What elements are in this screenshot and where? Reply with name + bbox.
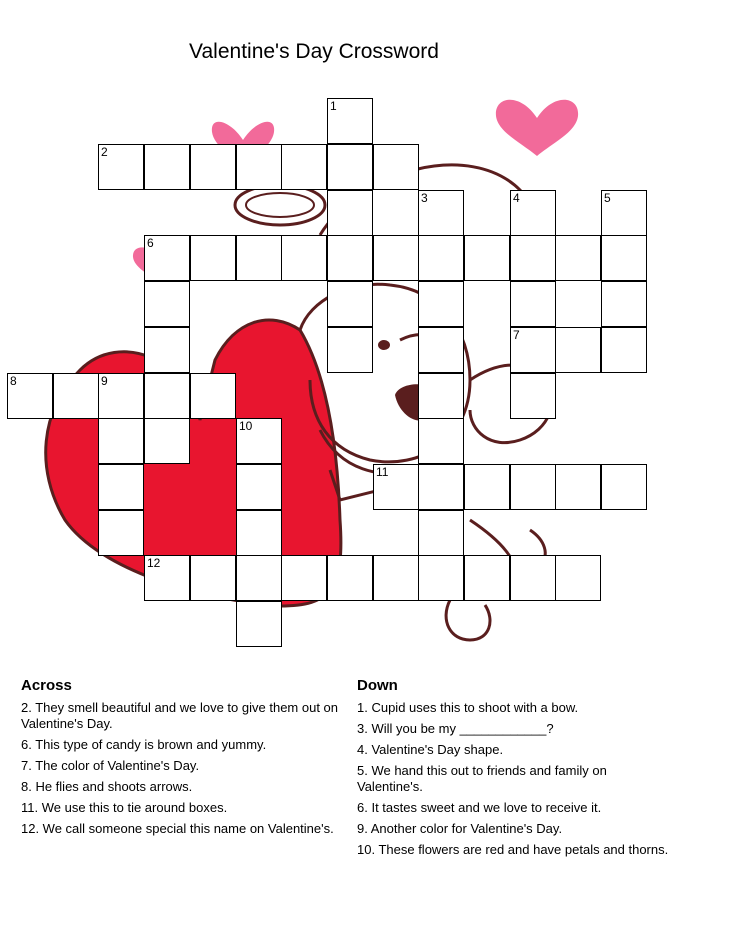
- crossword-cell[interactable]: [601, 464, 647, 510]
- crossword-cell[interactable]: [373, 144, 419, 190]
- crossword-cell[interactable]: [464, 464, 510, 510]
- down-heading: Down: [357, 677, 398, 694]
- clue-number: 1: [330, 99, 337, 113]
- crossword-cell[interactable]: [190, 144, 236, 190]
- crossword-cell[interactable]: [144, 144, 190, 190]
- across-clue: 8. He flies and shoots arrows.: [21, 779, 193, 794]
- clue-number: 5: [604, 191, 611, 205]
- down-clue: 6. It tastes sweet and we love to receive it.: [357, 800, 602, 815]
- crossword-cell[interactable]: [418, 281, 464, 327]
- crossword-cell[interactable]: [510, 555, 556, 601]
- crossword-cell[interactable]: [144, 235, 190, 281]
- clue-number: 6: [147, 236, 154, 250]
- crossword-cell[interactable]: [236, 464, 282, 510]
- crossword-cell[interactable]: [236, 510, 282, 556]
- crossword-cell[interactable]: [555, 235, 601, 281]
- crossword-cell[interactable]: [327, 235, 373, 281]
- crossword-cell[interactable]: [281, 555, 327, 601]
- clue-number: 4: [513, 191, 520, 205]
- crossword-cell[interactable]: [98, 144, 144, 190]
- crossword-cell[interactable]: [53, 373, 99, 419]
- across-clue: 12. We call someone special this name on Valentine's.: [21, 821, 334, 836]
- crossword-cell[interactable]: [418, 555, 464, 601]
- clue-number: 9: [101, 374, 108, 388]
- page-title: Valentine's Day Crossword: [189, 40, 439, 63]
- crossword-cell[interactable]: [327, 281, 373, 327]
- crossword-cell[interactable]: [236, 235, 282, 281]
- crossword-cell[interactable]: [281, 235, 327, 281]
- across-clue: 11. We use this to tie around boxes.: [21, 800, 228, 815]
- down-clue: 5. We hand this out to friends and family on Valentine's.: [357, 763, 607, 794]
- crossword-cell[interactable]: [190, 373, 236, 419]
- crossword-cell[interactable]: [98, 464, 144, 510]
- down-clue: 4. Valentine's Day shape.: [357, 742, 504, 757]
- crossword-cell[interactable]: [510, 373, 556, 419]
- down-clue: 9. Another color for Valentine's Day.: [357, 821, 563, 836]
- crossword-cell[interactable]: [327, 190, 373, 236]
- crossword-cell[interactable]: [236, 601, 282, 647]
- crossword-cell[interactable]: [418, 373, 464, 419]
- crossword-cell[interactable]: [418, 418, 464, 464]
- crossword-cell[interactable]: [510, 281, 556, 327]
- crossword-cell[interactable]: [555, 555, 601, 601]
- crossword-cell[interactable]: [601, 190, 647, 236]
- crossword-cell[interactable]: [190, 235, 236, 281]
- crossword-cell[interactable]: [418, 327, 464, 373]
- clue-number: 7: [513, 328, 520, 342]
- crossword-cell[interactable]: [144, 281, 190, 327]
- crossword-cell[interactable]: [555, 327, 601, 373]
- crossword-cell[interactable]: [281, 144, 327, 190]
- crossword-cell[interactable]: [144, 373, 190, 419]
- crossword-cell[interactable]: [373, 235, 419, 281]
- heart-icon: [496, 100, 578, 156]
- down-clue: 10. These flowers are red and have petals and thorns.: [357, 842, 669, 857]
- crossword-cell[interactable]: [373, 555, 419, 601]
- crossword-cell[interactable]: [98, 418, 144, 464]
- crossword-cell[interactable]: [601, 327, 647, 373]
- crossword-cell[interactable]: [510, 190, 556, 236]
- crossword-cell[interactable]: [236, 418, 282, 464]
- crossword-cell[interactable]: [418, 464, 464, 510]
- crossword-cell[interactable]: [464, 235, 510, 281]
- crossword-cell[interactable]: [373, 464, 419, 510]
- crossword-cell[interactable]: [144, 418, 190, 464]
- across-clue: 7. The color of Valentine's Day.: [21, 758, 200, 773]
- down-clue: 1. Cupid uses this to shoot with a bow.: [357, 700, 579, 715]
- across-clues: [21, 678, 339, 842]
- crossword-cell[interactable]: [510, 327, 556, 373]
- crossword-cell[interactable]: [327, 98, 373, 144]
- crossword-cell[interactable]: [510, 464, 556, 510]
- crossword-cell[interactable]: [418, 510, 464, 556]
- crossword-cell[interactable]: [7, 373, 53, 419]
- down-clue: 3. Will you be my ____________?: [357, 721, 554, 736]
- clue-number: 12: [147, 556, 161, 570]
- crossword-cell[interactable]: [464, 555, 510, 601]
- crossword-cell[interactable]: [98, 373, 144, 419]
- across-clue: 2. They smell beautiful and we love to give them out on Valentine's Day.: [21, 700, 339, 731]
- crossword-cell[interactable]: [601, 281, 647, 327]
- crossword-cell[interactable]: [510, 235, 556, 281]
- crossword-cell[interactable]: [144, 327, 190, 373]
- crossword-cell[interactable]: [418, 190, 464, 236]
- crossword-cell[interactable]: [601, 235, 647, 281]
- crossword-cell[interactable]: [98, 510, 144, 556]
- clue-number: 3: [421, 191, 428, 205]
- crossword-cell[interactable]: [327, 144, 373, 190]
- crossword-cell[interactable]: [236, 144, 282, 190]
- crossword-cell[interactable]: [327, 555, 373, 601]
- clue-number: 8: [10, 374, 17, 388]
- clue-number: 10: [239, 419, 253, 433]
- crossword-cell[interactable]: [327, 327, 373, 373]
- across-clue: 6. This type of candy is brown and yummy.: [21, 737, 267, 752]
- across-heading: Across: [21, 677, 72, 694]
- crossword-cell[interactable]: [144, 555, 190, 601]
- crossword-cell[interactable]: [236, 555, 282, 601]
- crossword-cell[interactable]: [555, 464, 601, 510]
- down-clues: [357, 678, 672, 863]
- crossword-cell[interactable]: [418, 235, 464, 281]
- crossword-cell[interactable]: [190, 555, 236, 601]
- clue-number: 11: [376, 465, 389, 479]
- clue-number: 2: [101, 145, 108, 159]
